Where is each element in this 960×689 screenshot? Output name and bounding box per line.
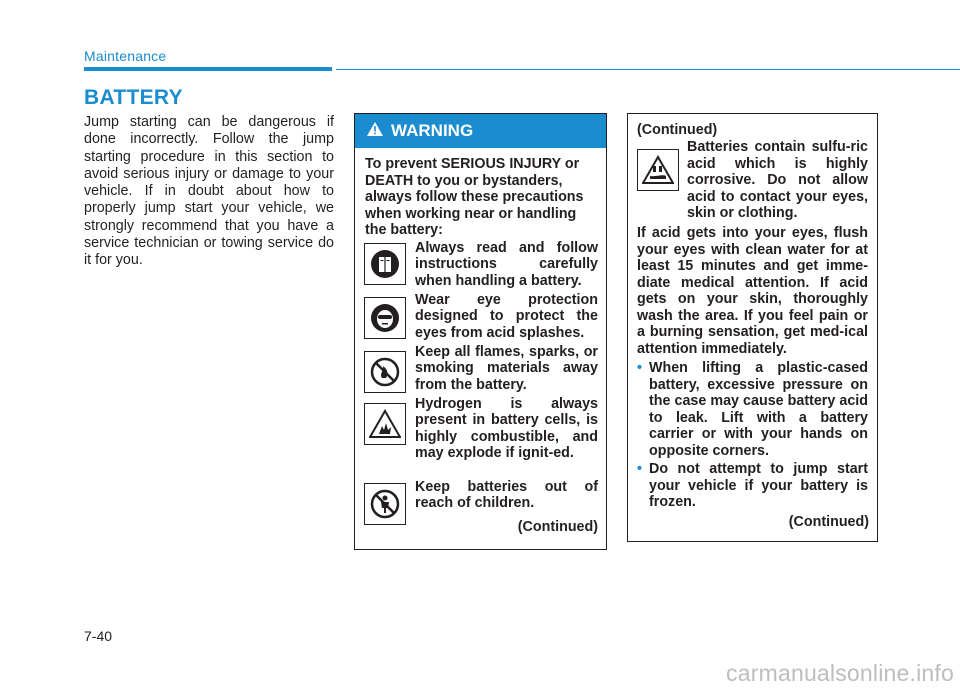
keep-children-away-icon	[364, 483, 406, 525]
continuation-box	[627, 113, 878, 542]
warning-item-text: Always read and follow instructions carefully when handling a battery.	[415, 239, 598, 289]
warning-item-text: Hydrogen is always present in battery cells, is highly combustible, and may explode if ignit-ed.	[415, 395, 598, 461]
bullet-dot: •	[637, 461, 643, 477]
manual-book-icon	[364, 243, 406, 285]
warning-item	[355, 395, 606, 481]
eye-protection-icon	[364, 297, 406, 339]
page-title: BATTERY	[84, 86, 183, 109]
corrosive-acid-icon	[637, 149, 679, 191]
section-label: Maintenance	[84, 48, 167, 64]
acid-item-text: Batteries contain sulfu-ric acid which is highly corrosive. Do not allow acid to contact your eyes, skin or clothing.	[687, 139, 868, 221]
no-flames-icon	[364, 351, 406, 393]
warning-triangle-icon	[367, 121, 383, 141]
bullet-item: Do not attempt to jump start your vehicle if your battery is frozen.	[649, 461, 868, 510]
intro-paragraph: Jump starting can be dangerous if done incorrectly. Follow the jump starting procedure in this section to avoid serious injury or damage to your vehicle. If in doubt about how to properly jump start your vehicle, we strongly recommend that you have a service technician or towing service do it for you.	[84, 114, 334, 269]
bullet-dot: •	[637, 360, 643, 376]
explosion-hazard-icon	[364, 403, 406, 445]
warning-item-text: Wear eye protection designed to protect the eyes from acid splashes.	[415, 291, 598, 341]
warning-header	[355, 114, 606, 148]
continued-heading: (Continued)	[637, 122, 718, 138]
header-rule-thin	[336, 69, 960, 70]
continued-label: (Continued)	[788, 514, 869, 530]
warning-heading: WARNING	[391, 121, 474, 140]
warning-item	[355, 239, 606, 291]
warning-item-text: Keep all flames, sparks, or smoking materials away from the battery.	[415, 343, 598, 393]
warning-item	[355, 291, 606, 343]
watermark: carmanualsonline.info	[726, 660, 954, 686]
warning-lead: To prevent SERIOUS INJURY or DEATH to you or bystanders, always follow these precautions when working near or handling the battery:	[365, 156, 584, 238]
warning-box	[354, 113, 607, 550]
acid-first-aid-paragraph: If acid gets into your eyes, flush your eyes with clean water for at least 15 minutes and get imme-diate medical attention. If acid gets on your skin, thoroughly wash the area. If you feel pain or a burning sensation, get med-ical attention immediately.	[637, 225, 868, 357]
continued-label: (Continued)	[517, 519, 598, 535]
warning-item-text: Keep batteries out of reach of children.	[415, 478, 598, 511]
header-rule-thick	[84, 67, 332, 71]
bullet-item: When lifting a plastic-cased battery, excessive pressure on the case may cause battery acid to leak. Lift with a battery carrier or with your hands on opposite corners.	[649, 360, 868, 459]
warning-item	[355, 478, 606, 521]
page-number: 7-40	[84, 628, 113, 644]
warning-item	[355, 343, 606, 395]
